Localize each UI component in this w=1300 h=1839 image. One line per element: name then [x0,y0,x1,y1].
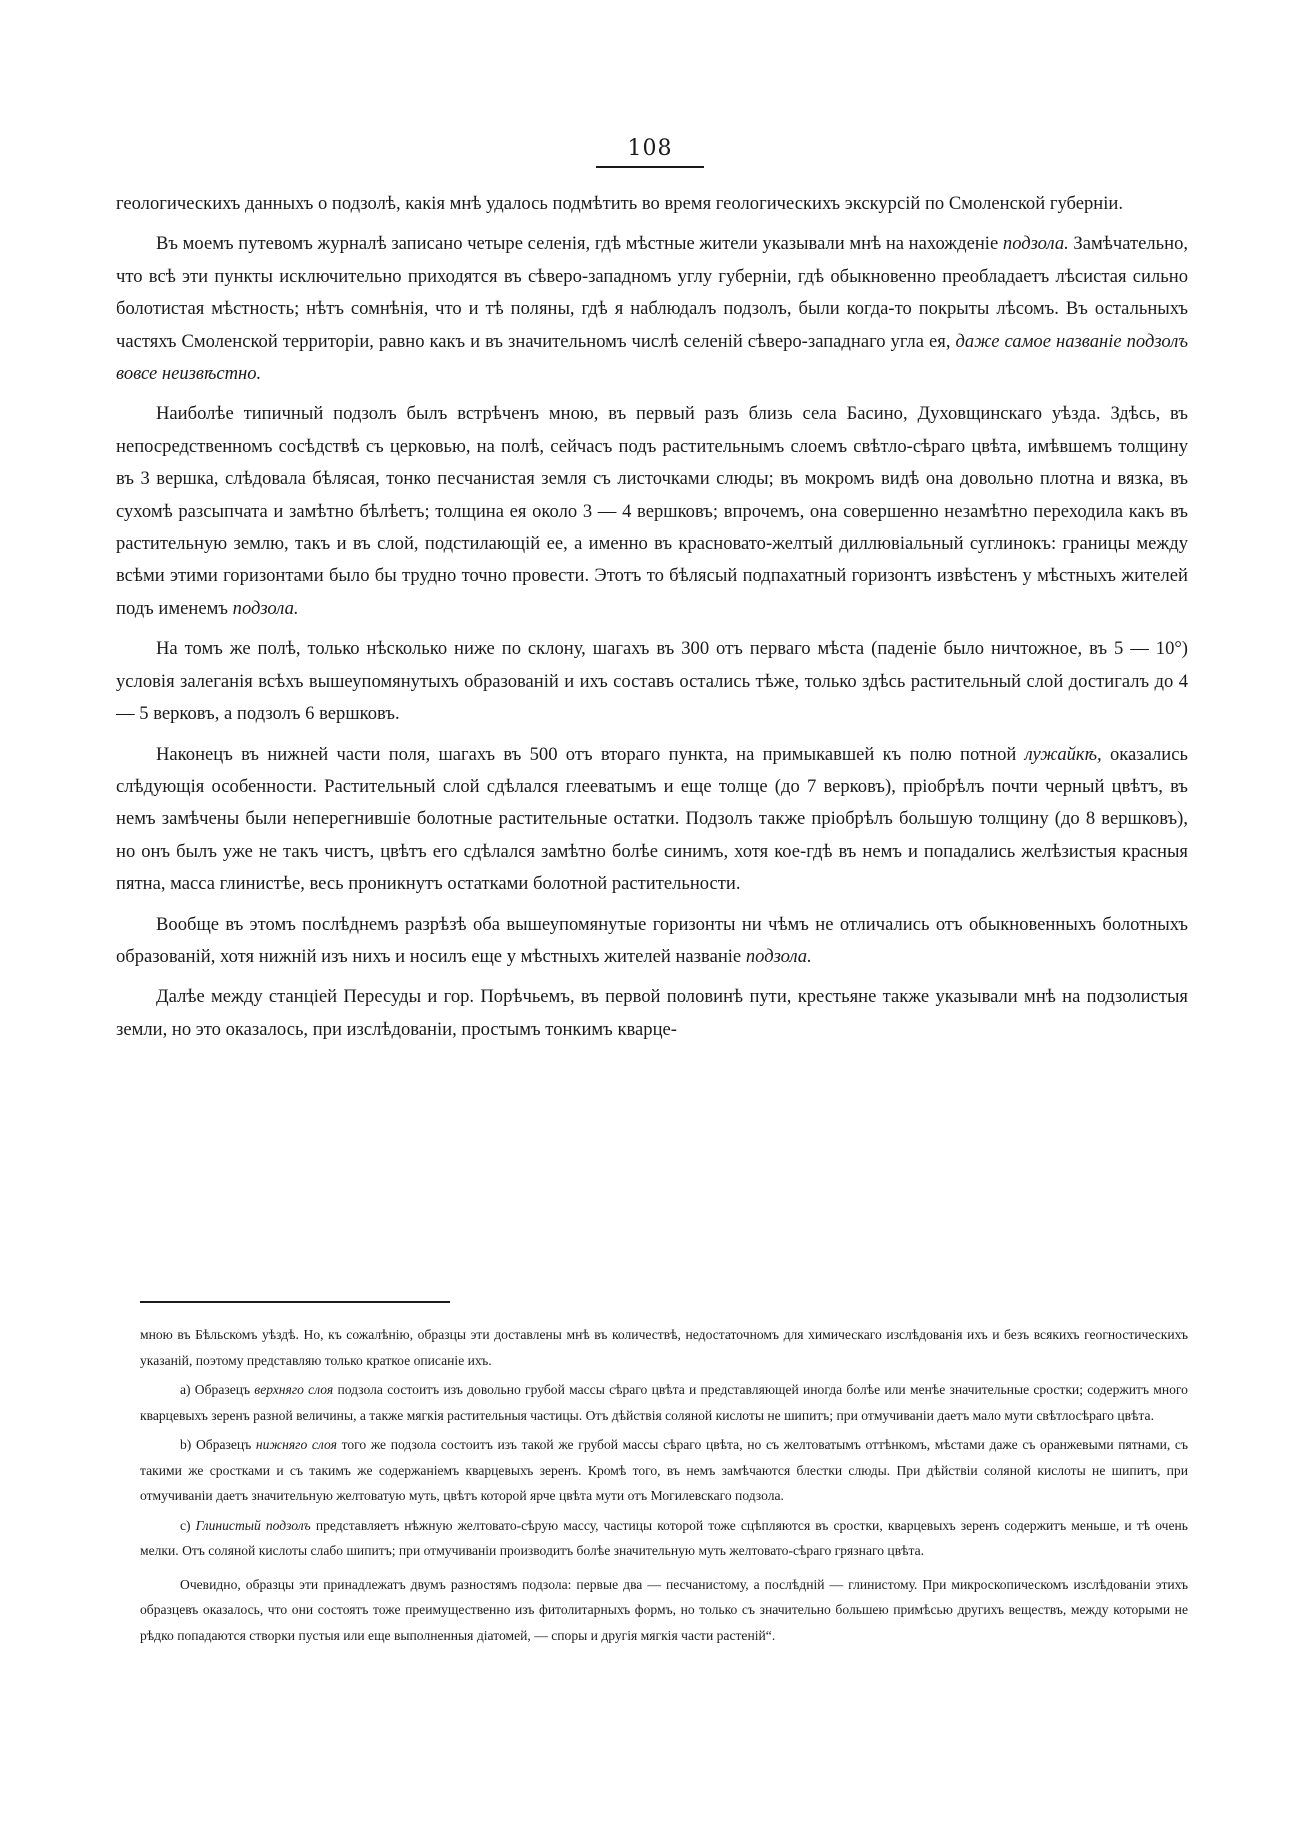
paragraph [116,188,1188,220]
text-run: того же подзола состоитъ изъ такой же грубой массы сѣраго цвѣта, но съ желтоватымъ оттѣнкомъ, мѣстами даже съ оранжевыми пятнами, съ такими же сростками и съ такимъ же содержаніемъ кварцевыхъ зеренъ. Кромѣ того, въ немъ замѣчаются блестки слюды. При дѣйствіи соляной кислоты не шипитъ, при отмучиваніи даетъ значительную желтоватую муть, цвѣтъ которой ярче цвѣта мути отъ Могилевскаго подзола. [140,1437,1188,1503]
italic-term: подзола. [745,945,812,967]
main-text [116,188,1188,1054]
footnote-separator [140,1301,450,1303]
page-number: 108 [627,136,673,161]
italic-term: Глинистый подзолъ [195,1517,311,1533]
footnote-paragraph [140,1432,1188,1509]
paragraph [116,909,1188,974]
paragraph [116,228,1188,390]
text-run: Наконецъ въ нижней части поля, шагахъ въ 500 отъ втораго пункта, на примыкавшей къ полю потной [156,743,1025,765]
page-number-rule [596,166,704,168]
italic-term: подзола. [232,597,299,619]
text-run: Замѣчательно, что всѣ эти пункты исключительно приходятся въ сѣверо-западномъ углу губерніи, гдѣ обыкновенно преобладаетъ лѣсистая сильно болотистая мѣстность; нѣтъ сомнѣнія, что и тѣ поляны, гдѣ я наблюдалъ подзолъ, были когда-то покрыты лѣсомъ. Въ остальныхъ частяхъ Смоленской территоріи, равно какъ и въ значительномъ числѣ селеній сѣверо-западнаго угла ея, [116,233,1189,352]
footnote-paragraph [140,1377,1188,1428]
paragraph [116,398,1188,625]
text-run: Далѣе между станціей Пересуды и гор. Порѣчьемъ, въ первой половинѣ пути, крестьяне также указывали мнѣ на подзолистыя земли, но это оказалось, при изслѣдованіи, простымъ тонкимъ кварце- [116,986,1188,1040]
footnote-paragraph [140,1572,1188,1649]
italic-term: даже самое названіе подзолъ вовсе неизвѣстно. [116,330,1188,385]
text-run: Наиболѣе типичный подзолъ былъ встрѣченъ мною, въ первый разъ близь села Басино, Духовщинскаго уѣзда. Здѣсь, въ непосредственномъ сосѣдствѣ съ церковью, на полѣ, сейчасъ подъ растительнымъ слоемъ свѣтло-сѣраго цвѣта, имѣвшемъ толщину въ 3 вершка, слѣдовала бѣлясая, тонко песчанистая земля съ листочками слюды; въ мокромъ видѣ она довольно плотна и вязка, въ сухомѣ разсыпчата и замѣтно бѣлѣетъ; толщина ея около 3 — 4 вершковъ; впрочемъ, она совершенно незамѣтно переходила какъ въ растительную землю, такъ и въ слой, подстилающій ее, а именно въ красновато-желтый диллювіальный суглинокъ: границы между всѣми этими горизонтами было бы трудно точно провести. Этотъ то бѣлясый подпахатный горизонтъ извѣстенъ у мѣстныхъ жителей подъ именемъ [116,403,1188,619]
footnote-paragraph [140,1322,1188,1373]
italic-term: нижняго слоя [255,1437,337,1452]
footnote-paragraph [140,1513,1188,1564]
italic-term: лужайкѣ, [1024,743,1102,765]
text-run: оказались слѣдующія особенности. Растительный слой сдѣлался глееватымъ и еще толще (до 7 верковъ), пріобрѣлъ почти черный цвѣтъ, въ немъ замѣчены были неперегнившіе болотные растительные остатки. Подзолъ также пріобрѣлъ большую толщину (до 8 вершковъ), но онъ былъ уже не такъ чистъ, цвѣтъ его сдѣлался замѣтно болѣе синимъ, хотя кое-гдѣ въ немъ и попадались желѣзистыя красныя пятна, масса глинистѣе, весь проникнутъ остатками болотной растительности. [116,743,1188,895]
text-run: Очевидно, образцы эти принадлежатъ двумъ разностямъ подзола: первые два — песчанистому, а послѣдній — глинистому. При микроскопическомъ изслѣдованіи этихъ образцевъ оказалось, что они состоятъ тоже преимущественно изъ фитолитарныхъ формъ, но только съ значительно большею примѣсью другихъ веществъ, между которыми не рѣдко попадаются створки пустыя или еще выполненныя діатомей, — споры и другія мягкія части растеній“. [140,1576,1188,1643]
text-run: геологическихъ данныхъ о подзолѣ, какія мнѣ удалось подмѣтить во время геологическихъ экскурсій по Смоленской губерніи. [116,193,1123,214]
paragraph [116,739,1188,901]
text-run: представляетъ нѣжную желтовато-сѣрую массу, частицы которой тоже сцѣпляются въ сростки, кварцевыхъ зеренъ содержитъ меньше, и тѣ очень мелки. Отъ соляной кислоты слабо шипитъ; при отмучиваніи производитъ болѣе значительную муть желтовато-сѣраго грязнаго цвѣта. [140,1517,1188,1558]
text-run: c) [180,1517,196,1533]
text-run: b) Образецъ [180,1437,256,1452]
text-run: подзола состоитъ изъ довольно грубой массы сѣраго цвѣта и представляющей иногда болѣе или менѣе значительные сростки; содержитъ много кварцевыхъ зеренъ разной величины, а также мягкія растительныя частицы. Отъ дѣйствія соляной кислоты не шипитъ; при отмучиваніи даетъ мало мути свѣтлосѣраго цвѣта. [140,1382,1188,1423]
text-run: Вообще въ этомъ послѣднемъ разрѣзѣ оба вышеупомянутые горизонты ни чѣмъ не отличались отъ обыкновенныхъ болотныхъ образованій, хотя нижній изъ нихъ и носилъ еще у мѣстныхъ жителей названіе [116,913,1188,967]
footnotes [140,1322,1188,1652]
text-run: На томъ же полѣ, только нѣсколько ниже по склону, шагахъ въ 300 отъ перваго мѣста (паденіе было ничтожное, въ 5 — 10°) условія залеганія всѣхъ вышеупомянутыхъ образованій и ихъ составъ остались тѣже, только здѣсь растительный слой достигалъ до 4 — 5 верковъ, а подзолъ 6 вершковъ. [116,638,1188,725]
text-run: мною въ Бѣльскомъ уѣздѣ. Но, къ сожалѣнію, образцы эти доставлены мнѣ въ количествѣ, недостаточномъ для химическаго изслѣдованія ихъ и безъ всякихъ геогностическихъ указаній, поэтому представляю только краткое описаніе ихъ. [140,1327,1188,1368]
italic-term: верхняго слоя [254,1382,334,1397]
italic-term: подзола. [1002,233,1069,255]
paragraph [116,981,1188,1046]
text-run: Въ моемъ путевомъ журналѣ записано четыре селенія, гдѣ мѣстные жители указывали мнѣ на нахожденіе [156,233,1003,255]
paragraph [116,633,1188,730]
text-run: a) Образецъ [180,1382,255,1397]
